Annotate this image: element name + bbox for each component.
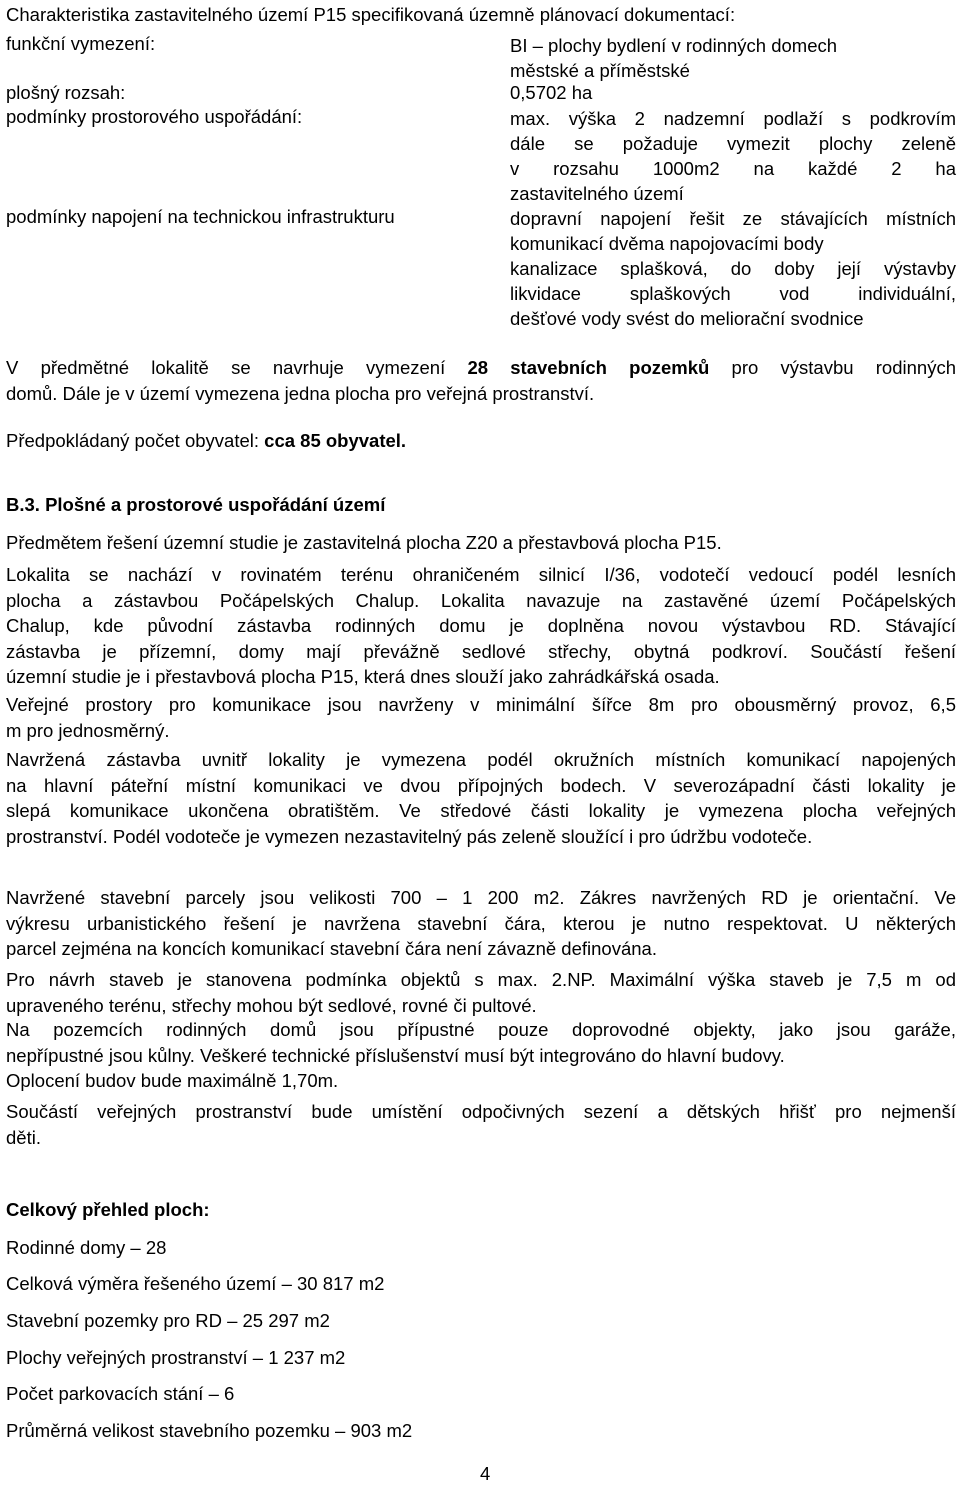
def-value-line: max. výška 2 nadzemní podlaží s podkrovím	[510, 108, 956, 129]
paragraph-line: nepřípustné jsou kůlny. Veškeré technické příslušenství musí být integrováno do hlavní budovy.	[6, 1044, 785, 1066]
overview-item: Průměrná velikost stavebního pozemku – 903 m2	[6, 1420, 413, 1441]
def-value-function	[510, 33, 956, 83]
paragraph-line: výkresu urbanistického řešení je navržena stavební čára, kterou je nutno respektovat. U některých	[6, 912, 956, 934]
overview-heading: Celkový přehled ploch:	[6, 1199, 210, 1220]
def-value-line: 0,5702 ha	[510, 82, 593, 103]
paragraph-line: Součástí veřejných prostranství bude umístění odpočivných sezení a dětských hřišť pro nejmenší	[6, 1101, 956, 1122]
paragraph-line: územní studie je i přestavbová plocha P15, která dnes slouží jako zahrádkářská osada.	[6, 666, 720, 687]
intro-line: Charakteristika zastavitelného území P15 specifikovaná územně plánovací dokumentací:	[6, 4, 736, 25]
def-label-spatial: podmínky prostorového uspořádání:	[6, 106, 303, 127]
paragraph-accessory	[6, 1017, 956, 1094]
paragraph-line: domů. Dále je v území vymezena jedna plocha pro veřejná prostranství.	[6, 382, 595, 404]
paragraph-roads	[6, 747, 956, 849]
paragraph-buildings	[6, 967, 956, 1018]
overview-item: Rodinné domy – 28	[6, 1237, 167, 1258]
paragraph-population: Předpokládaný počet obyvatel: cca 85 obyvatel.	[6, 430, 407, 451]
paragraph-lots	[6, 355, 956, 406]
paragraph-line: zástavba je přízemní, domy mají převážně sedlové střechy, obytná podkroví. Součástí řešení	[6, 640, 956, 662]
paragraph-subject: Předmětem řešení územní studie je zastavitelná plocha Z20 a přestavbová plocha P15.	[6, 532, 722, 553]
paragraph-line: Lokalita se nachází v rovinatém terénu ohraničeném silnicí I/36, vodotečí vedoucí podél lesních	[6, 564, 956, 585]
paragraph-line: Na pozemcích rodinných domů jsou přípustné pouze doprovodné objekty, jako jsou garáže,	[6, 1019, 956, 1040]
paragraph-public-spaces	[6, 692, 956, 743]
def-label-function: funkční vymezení:	[6, 33, 156, 54]
paragraph-line: Pro návrh staveb je stanovena podmínka objektů s max. 2.NP. Maximální výška staveb je 7,5 m od	[6, 969, 956, 990]
paragraph-line: na hlavní páteřní místní komunikaci ve dvou přípojných bodech. V severozápadní části lokality je	[6, 774, 956, 796]
def-value-line: komunikací dvěma napojovacími body	[510, 233, 824, 254]
paragraph-location	[6, 562, 956, 690]
def-value-line: dopravní napojení řešit ze stávajících místních	[510, 208, 956, 229]
def-value-line: městské a příměstské	[510, 60, 690, 81]
def-value-line: dále se požaduje vymezit plochy zeleně	[510, 133, 956, 154]
overview-item: Počet parkovacích stání – 6	[6, 1383, 235, 1404]
overview-item: Plochy veřejných prostranství – 1 237 m2	[6, 1347, 346, 1368]
paragraph-playgrounds	[6, 1099, 956, 1150]
def-value-line: dešťové vody svést do meliorační svodnice	[510, 308, 864, 329]
population-value: cca 85 obyvatel.	[264, 430, 407, 451]
paragraph-line: Navržené stavební parcely jsou velikosti 700 – 1 200 m2. Zákres navržených RD je orientační. Ve	[6, 887, 956, 908]
paragraph-line: parcel zejména na koncích komunikací stavební čára není závazně definována.	[6, 938, 657, 959]
def-value-line: BI – plochy bydlení v rodinných domech	[510, 35, 838, 56]
paragraph-line: plocha a zástavbou Počápelských Chalup. Lokalita navazuje na zastavěné území Počápelských	[6, 589, 956, 611]
paragraph-line: V předmětné lokalitě se navrhuje vymezení 28 stavebních pozemků pro výstavbu rodinných	[6, 357, 956, 378]
overview-item: Stavební pozemky pro RD – 25 297 m2	[6, 1310, 330, 1331]
def-label-area: plošný rozsah:	[6, 82, 126, 103]
def-value-line: v rozsahu 1000m2 na každé 2 ha	[510, 158, 956, 179]
def-value-area	[510, 82, 956, 104]
section-heading: B.3. Plošné a prostorové uspořádání území	[6, 494, 386, 515]
paragraph-line: Chalup, kde původní zástavba rodinných domu je doplněna novou výstavbou RD. Stávající	[6, 615, 956, 636]
paragraph-line: Veřejné prostory pro komunikace jsou navrženy v minimální šířce 8m pro obousměrný provoz, 6,5	[6, 694, 956, 715]
paragraph-line: upraveného terénu, střechy mohou být sedlové, rovné či pultové.	[6, 994, 537, 1016]
overview-item: Celková výměra řešeného území – 30 817 m2	[6, 1273, 385, 1294]
def-value-spatial	[510, 106, 956, 206]
def-value-line: kanalizace splašková, do doby její výstavby	[510, 258, 956, 279]
def-value-infrastructure	[510, 206, 956, 331]
def-value-line: zastavitelného území	[510, 183, 684, 204]
paragraph-line: Navržená zástavba uvnitř lokality je vymezena podél okružních místních komunikací napojených	[6, 749, 956, 770]
def-label-infrastructure: podmínky napojení na technickou infrastrukturu	[6, 206, 395, 227]
paragraph-line: prostranství. Podél vodoteče je vymezen nezastavitelný pás zeleně sloužící i pro údržbu vodoteče.	[6, 825, 813, 847]
lots-count: 28 stavebních pozemků	[467, 357, 710, 378]
page-number: 4	[480, 1463, 491, 1484]
paragraph-line: Oplocení budov bude maximálně 1,70m.	[6, 1070, 339, 1091]
paragraph-line: m pro jednosměrný.	[6, 719, 170, 741]
paragraph-line: děti.	[6, 1126, 41, 1148]
paragraph-parcels	[6, 885, 956, 962]
def-value-line: likvidace splaškových vod individuální,	[510, 283, 956, 304]
paragraph-line: slepá komunikace ukončena obratištěm. Ve středové části lokality je vymezena plocha veřejných	[6, 800, 956, 821]
